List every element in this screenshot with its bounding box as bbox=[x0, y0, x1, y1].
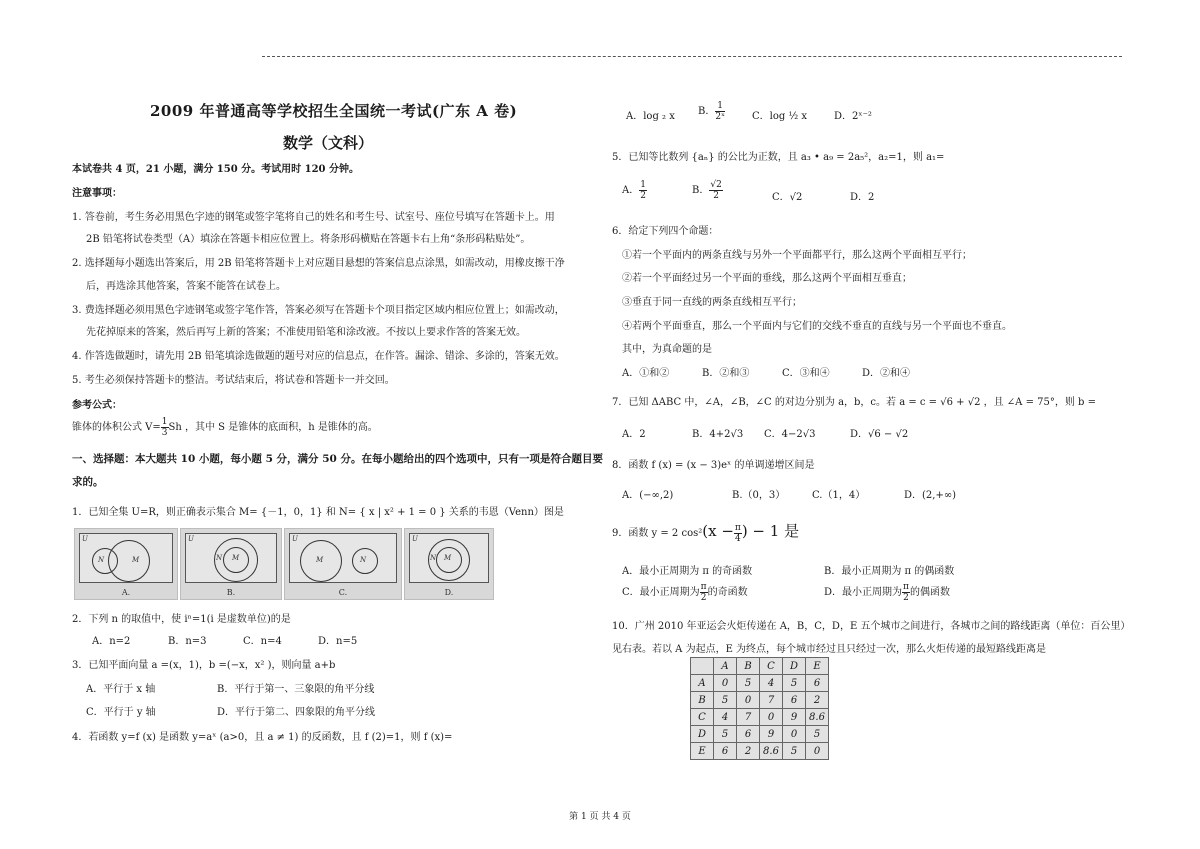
formula-fraction: $\frac{1}{3}$ bbox=[161, 417, 168, 438]
q8-option-c[interactable]: C.（1，4） bbox=[812, 490, 866, 501]
venn-option-d[interactable]: U M N D. bbox=[404, 528, 494, 600]
q3-stem: 3．已知平面向量 a =(x，1)，b =(−x，x² )，则向量 a+b bbox=[72, 660, 336, 671]
q9-option-c[interactable]: C．最小正周期为 $\frac{\pi}{2}$ 的奇函数 bbox=[622, 582, 748, 603]
section-heading: 一、选择题：本大题共 10 小题，每小题 5 分，满分 50 分。在每小题给出的四个选项中，只有一项是符合题目要 bbox=[72, 453, 603, 465]
q3-option-a[interactable]: A．平行于 x 轴 bbox=[86, 684, 156, 695]
q5-option-c[interactable]: C．√2 bbox=[772, 192, 803, 203]
note-line: 5. 考生必须保持答题卡的整洁。考试结束后，将试卷和答题卡一并交回。 bbox=[72, 375, 395, 386]
table-cell: 7 bbox=[737, 709, 760, 726]
table-cell: 6 bbox=[806, 675, 829, 692]
q8-option-b[interactable]: B.（0，3） bbox=[732, 490, 786, 501]
table-cell: E bbox=[691, 743, 714, 760]
table-row bbox=[691, 743, 829, 760]
notes-heading: 注意事项： bbox=[72, 188, 122, 199]
table-row bbox=[691, 709, 829, 726]
table-cell: D bbox=[783, 658, 806, 675]
table-cell: 2 bbox=[806, 692, 829, 709]
table-cell: B bbox=[691, 692, 714, 709]
q4-option-d[interactable]: D．2ˣ⁻² bbox=[834, 111, 872, 122]
q2-option-c[interactable]: C．n=4 bbox=[243, 636, 282, 647]
exam-title: 2009 年普通高等学校招生全国统一考试(广东 A 卷) bbox=[150, 102, 518, 120]
table-cell: 0 bbox=[783, 726, 806, 743]
table-cell: 5 bbox=[714, 726, 737, 743]
q10-stem: 10．广州 2010 年亚运会火炬传递在 A，B，C，D，E 五个城市之间进行，各城市之间的路线距离（单位：百公里） bbox=[612, 621, 1131, 632]
table-cell: C bbox=[760, 658, 783, 675]
table-cell bbox=[691, 658, 714, 675]
table-cell: 9 bbox=[760, 726, 783, 743]
q2-option-d[interactable]: D．n=5 bbox=[318, 636, 358, 647]
q7-stem: 7．已知 ΔABC 中，∠A，∠B，∠C 的对边分别为 a，b，c。若 a = c = √6 + √2 ，且 ∠A = 75°，则 b = bbox=[612, 397, 1097, 408]
q4-option-a[interactable]: A．log ₂ x bbox=[626, 111, 675, 122]
q4-stem: 4．若函数 y=f (x) 是函数 y=aˣ (a>0，且 a ≠ 1) 的反函数，且 f (2)=1，则 f (x)= bbox=[72, 732, 453, 743]
table-cell: 0 bbox=[714, 675, 737, 692]
q6-stem: 6．给定下列四个命题： bbox=[612, 226, 719, 237]
table-row bbox=[691, 658, 829, 675]
q5-option-b[interactable]: B． $\frac{√2}{2}$ bbox=[692, 180, 722, 201]
q2-option-b[interactable]: B．n=3 bbox=[168, 636, 207, 647]
venn-option-b[interactable]: U M N B. bbox=[180, 528, 282, 600]
note-line: 2. 选择题每小题选出答案后，用 2B 铅笔将答题卡上对应题目悬想的答案信息点涂黑，如需改动，用橡皮擦干净 bbox=[72, 258, 565, 269]
table-row bbox=[691, 726, 829, 743]
q6-item: ③垂直于同一直线的两条直线相互平行； bbox=[622, 297, 802, 308]
venn-option-a[interactable]: U N M A. bbox=[74, 528, 178, 600]
q9-stem: 9．函数 y = 2 cos²(x − $\frac{\pi}{4}$ ) − 1 是 bbox=[612, 522, 800, 544]
note-line: 4. 作答选做题时，请先用 2B 铅笔填涂选做题的题号对应的信息点，在作答。漏涂、错涂、多涂的，答案无效。 bbox=[72, 351, 565, 362]
q9-option-b[interactable]: B．最小正周期为 π 的偶函数 bbox=[824, 566, 955, 577]
q8-option-a[interactable]: A．(−∞,2) bbox=[622, 490, 674, 501]
table-cell: 5 bbox=[806, 726, 829, 743]
q8-stem: 8．函数 f (x) = (x − 3)eˣ 的单调递增区间是 bbox=[612, 460, 815, 471]
q2-option-a[interactable]: A．n=2 bbox=[92, 636, 131, 647]
table-cell: 9 bbox=[783, 709, 806, 726]
q7-option-c[interactable]: C．4−2√3 bbox=[764, 429, 816, 440]
q5-option-d[interactable]: D．2 bbox=[850, 192, 875, 203]
q3-option-d[interactable]: D．平行于第二、四象限的角平分线 bbox=[217, 707, 376, 718]
q5-stem: 5．已知等比数列 {aₙ} 的公比为正数，且 a₃ • a₉ = 2a₅²，a₂=1，则 a₁= bbox=[612, 152, 945, 163]
note-line: 后，再选涂其他答案，答案不能答在试卷上。 bbox=[86, 281, 286, 292]
table-cell: 2 bbox=[737, 743, 760, 760]
table-cell: A bbox=[691, 675, 714, 692]
q5-option-a[interactable]: A． $\frac{1}{2}$ bbox=[622, 180, 646, 201]
q7-option-a[interactable]: A．2 bbox=[622, 429, 646, 440]
table-cell: 5 bbox=[783, 675, 806, 692]
table-cell: A bbox=[714, 658, 737, 675]
q6-option-a[interactable]: A．①和② bbox=[622, 368, 670, 379]
table-cell: B bbox=[737, 658, 760, 675]
q10-stem-cont: 见右表。若以 A 为起点，E 为终点，每个城市经过且只经过一次，那么火炬传递的最短路线距离是 bbox=[612, 644, 1047, 655]
q6-option-c[interactable]: C．③和④ bbox=[782, 368, 830, 379]
table-cell: 4 bbox=[714, 709, 737, 726]
q6-item: ①若一个平面内的两条直线与另外一个平面都平行，那么这两个平面相互平行； bbox=[622, 250, 972, 261]
q3-option-c[interactable]: C．平行于 y 轴 bbox=[86, 707, 156, 718]
q8-option-d[interactable]: D．(2,+∞) bbox=[904, 490, 957, 501]
exam-subtitle: 数学（文科） bbox=[283, 134, 374, 152]
table-cell: 6 bbox=[714, 743, 737, 760]
q1-stem: 1．已知全集 U=R，则正确表示集合 M= {－1，0，1} 和 N= { x | x² + 1 = 0 } 关系的韦恩（Venn）图是 bbox=[72, 507, 564, 518]
table-cell: 8.6 bbox=[760, 743, 783, 760]
q6-option-d[interactable]: D．②和④ bbox=[862, 368, 911, 379]
note-line: 先花掉原来的答案，然后再写上新的答案；不准使用铅笔和涂改液。不按以上要求作答的答案无效。 bbox=[86, 327, 526, 338]
table-cell: 5 bbox=[714, 692, 737, 709]
note-line: 3. 费选择题必须用黑色字迹钢笔或签字笔作答，答案必须写在答题卡个项目指定区域内相应位置上；如需改动， bbox=[72, 305, 565, 316]
page-footer: 第 1 页 共 4 页 bbox=[569, 812, 631, 822]
table-cell: E bbox=[806, 658, 829, 675]
q6-item: ②若一个平面经过另一个平面的垂线，那么这两个平面相互垂直； bbox=[622, 273, 912, 284]
table-cell: 5 bbox=[737, 675, 760, 692]
q6-item: ④若两个平面垂直，那么一个平面内与它们的交线不垂直的直线与另一个平面也不垂直。 bbox=[622, 321, 1012, 332]
formula-line bbox=[72, 417, 378, 438]
table-cell: 7 bbox=[760, 692, 783, 709]
table-cell: 0 bbox=[737, 692, 760, 709]
formula-post: Sh ，其中 S 是锥体的底面积，h 是锥体的高。 bbox=[168, 422, 378, 433]
q6-tail: 其中，为真命题的是 bbox=[622, 344, 712, 355]
table-cell: 6 bbox=[737, 726, 760, 743]
q9-option-a[interactable]: A．最小正周期为 π 的奇函数 bbox=[622, 566, 753, 577]
table-cell: 8.6 bbox=[806, 709, 829, 726]
formula-pre: 锥体的体积公式 V= bbox=[72, 422, 161, 433]
table-cell: 6 bbox=[783, 692, 806, 709]
table-cell: 5 bbox=[783, 743, 806, 760]
venn-option-c[interactable]: U M N C. bbox=[284, 528, 402, 600]
q7-option-b[interactable]: B．4+2√3 bbox=[692, 429, 744, 440]
table-cell: 0 bbox=[806, 743, 829, 760]
note-line: 2B 铅笔将试卷类型（A）填涂在答题卡相应位置上。将条形码横贴在答题卡右上角“条形码粘贴处”。 bbox=[86, 234, 531, 245]
table-cell: 0 bbox=[760, 709, 783, 726]
q3-option-b[interactable]: B．平行于第一、三象限的角平分线 bbox=[217, 684, 375, 695]
distance-table bbox=[690, 657, 829, 760]
header-rule bbox=[262, 56, 1122, 57]
table-row bbox=[691, 692, 829, 709]
q9-option-d[interactable]: D．最小正周期为 $\frac{\pi}{2}$ 的偶函数 bbox=[824, 582, 950, 603]
table-cell: 4 bbox=[760, 675, 783, 692]
exam-info: 本试卷共 4 页，21 小题，满分 150 分。考试用时 120 分钟。 bbox=[72, 164, 359, 175]
section-heading-cont: 求的。 bbox=[72, 476, 104, 488]
q6-option-b[interactable]: B．②和③ bbox=[702, 368, 750, 379]
table-cell: D bbox=[691, 726, 714, 743]
table-row bbox=[691, 675, 829, 692]
formula-heading: 参考公式： bbox=[72, 400, 122, 411]
q2-stem: 2．下列 n 的取值中，使 iⁿ=1(i 是虚数单位)的是 bbox=[72, 614, 291, 625]
note-line: 1. 答卷前，考生务必用黑色字迹的钢笔或签字笔将自己的姓名和考生号、试室号、座位号填写在答题卡上。用 bbox=[72, 212, 555, 223]
q7-option-d[interactable]: D．√6 − √2 bbox=[850, 429, 909, 440]
q4-option-c[interactable]: C．log ½ x bbox=[752, 111, 807, 122]
table-cell: C bbox=[691, 709, 714, 726]
q4-option-b[interactable]: B． $\frac{1}{\text{2ˣ}}$ bbox=[698, 101, 725, 122]
